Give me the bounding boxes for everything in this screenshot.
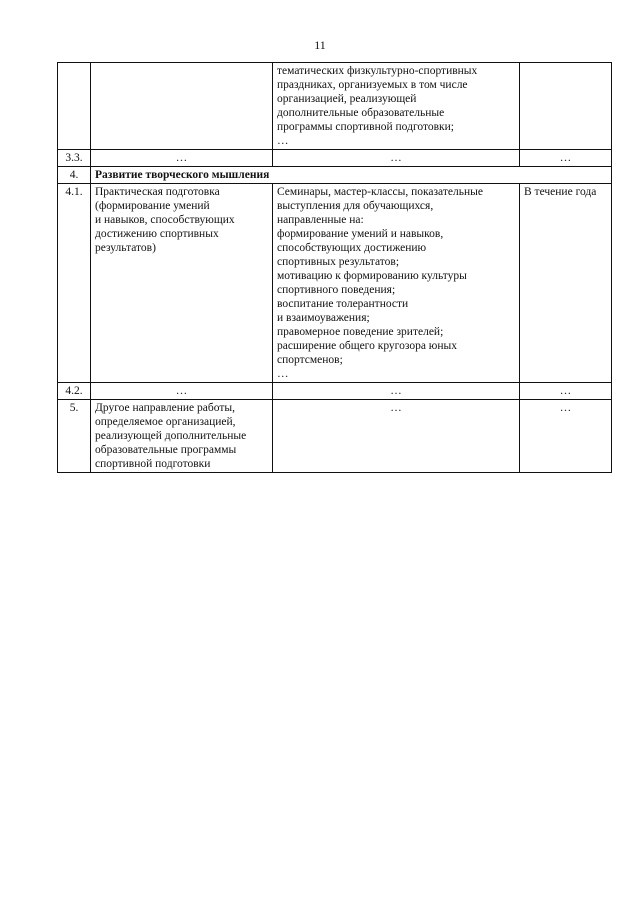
row-number bbox=[58, 63, 91, 150]
direction-cell: Другое направление работы, определяемое организацией, реализующей дополнительные образовательные программы спортивной подготовки bbox=[91, 400, 273, 473]
content-cell: тематических физкультурно-спортивных праздниках, организуемых в том числе организацией, реализующей дополнительные образовательные программы спортивной подготовки; … bbox=[273, 63, 520, 150]
direction-cell: … bbox=[91, 383, 273, 400]
table-row bbox=[58, 184, 612, 383]
direction-cell: Практическая подготовка (формирование умений и навыков, способствующих достижению спортивных результатов) bbox=[91, 184, 273, 383]
content-cell: Семинары, мастер-классы, показательные выступления для обучающихся, направленные на: формирование умений и навыков, способствующих достижению спортивных результатов; мотивацию к формированию культуры спортивного поведения; воспитание толерантности и взаимоуважения; правомерное поведение зрителей; расширение общего кругозора юных спортсменов; … bbox=[273, 184, 520, 383]
row-number: 3.3. bbox=[58, 150, 91, 167]
content-cell: … bbox=[273, 383, 520, 400]
direction-cell bbox=[91, 63, 273, 150]
section-row bbox=[58, 167, 612, 184]
section-title: Развитие творческого мышления bbox=[91, 167, 612, 184]
row-number: 4.1. bbox=[58, 184, 91, 383]
period-cell: … bbox=[520, 400, 612, 473]
content-cell: … bbox=[273, 150, 520, 167]
direction-cell: … bbox=[91, 150, 273, 167]
table-row bbox=[58, 400, 612, 473]
table-row bbox=[58, 63, 612, 150]
row-number: 5. bbox=[58, 400, 91, 473]
table-row bbox=[58, 383, 612, 400]
page-number: 11 bbox=[314, 38, 326, 52]
period-cell: … bbox=[520, 150, 612, 167]
period-cell: … bbox=[520, 383, 612, 400]
table-row bbox=[58, 150, 612, 167]
row-number: 4. bbox=[58, 167, 91, 184]
row-number: 4.2. bbox=[58, 383, 91, 400]
content-cell: … bbox=[273, 400, 520, 473]
period-cell: В течение года bbox=[520, 184, 612, 383]
plan-table bbox=[57, 62, 612, 473]
period-cell bbox=[520, 63, 612, 150]
